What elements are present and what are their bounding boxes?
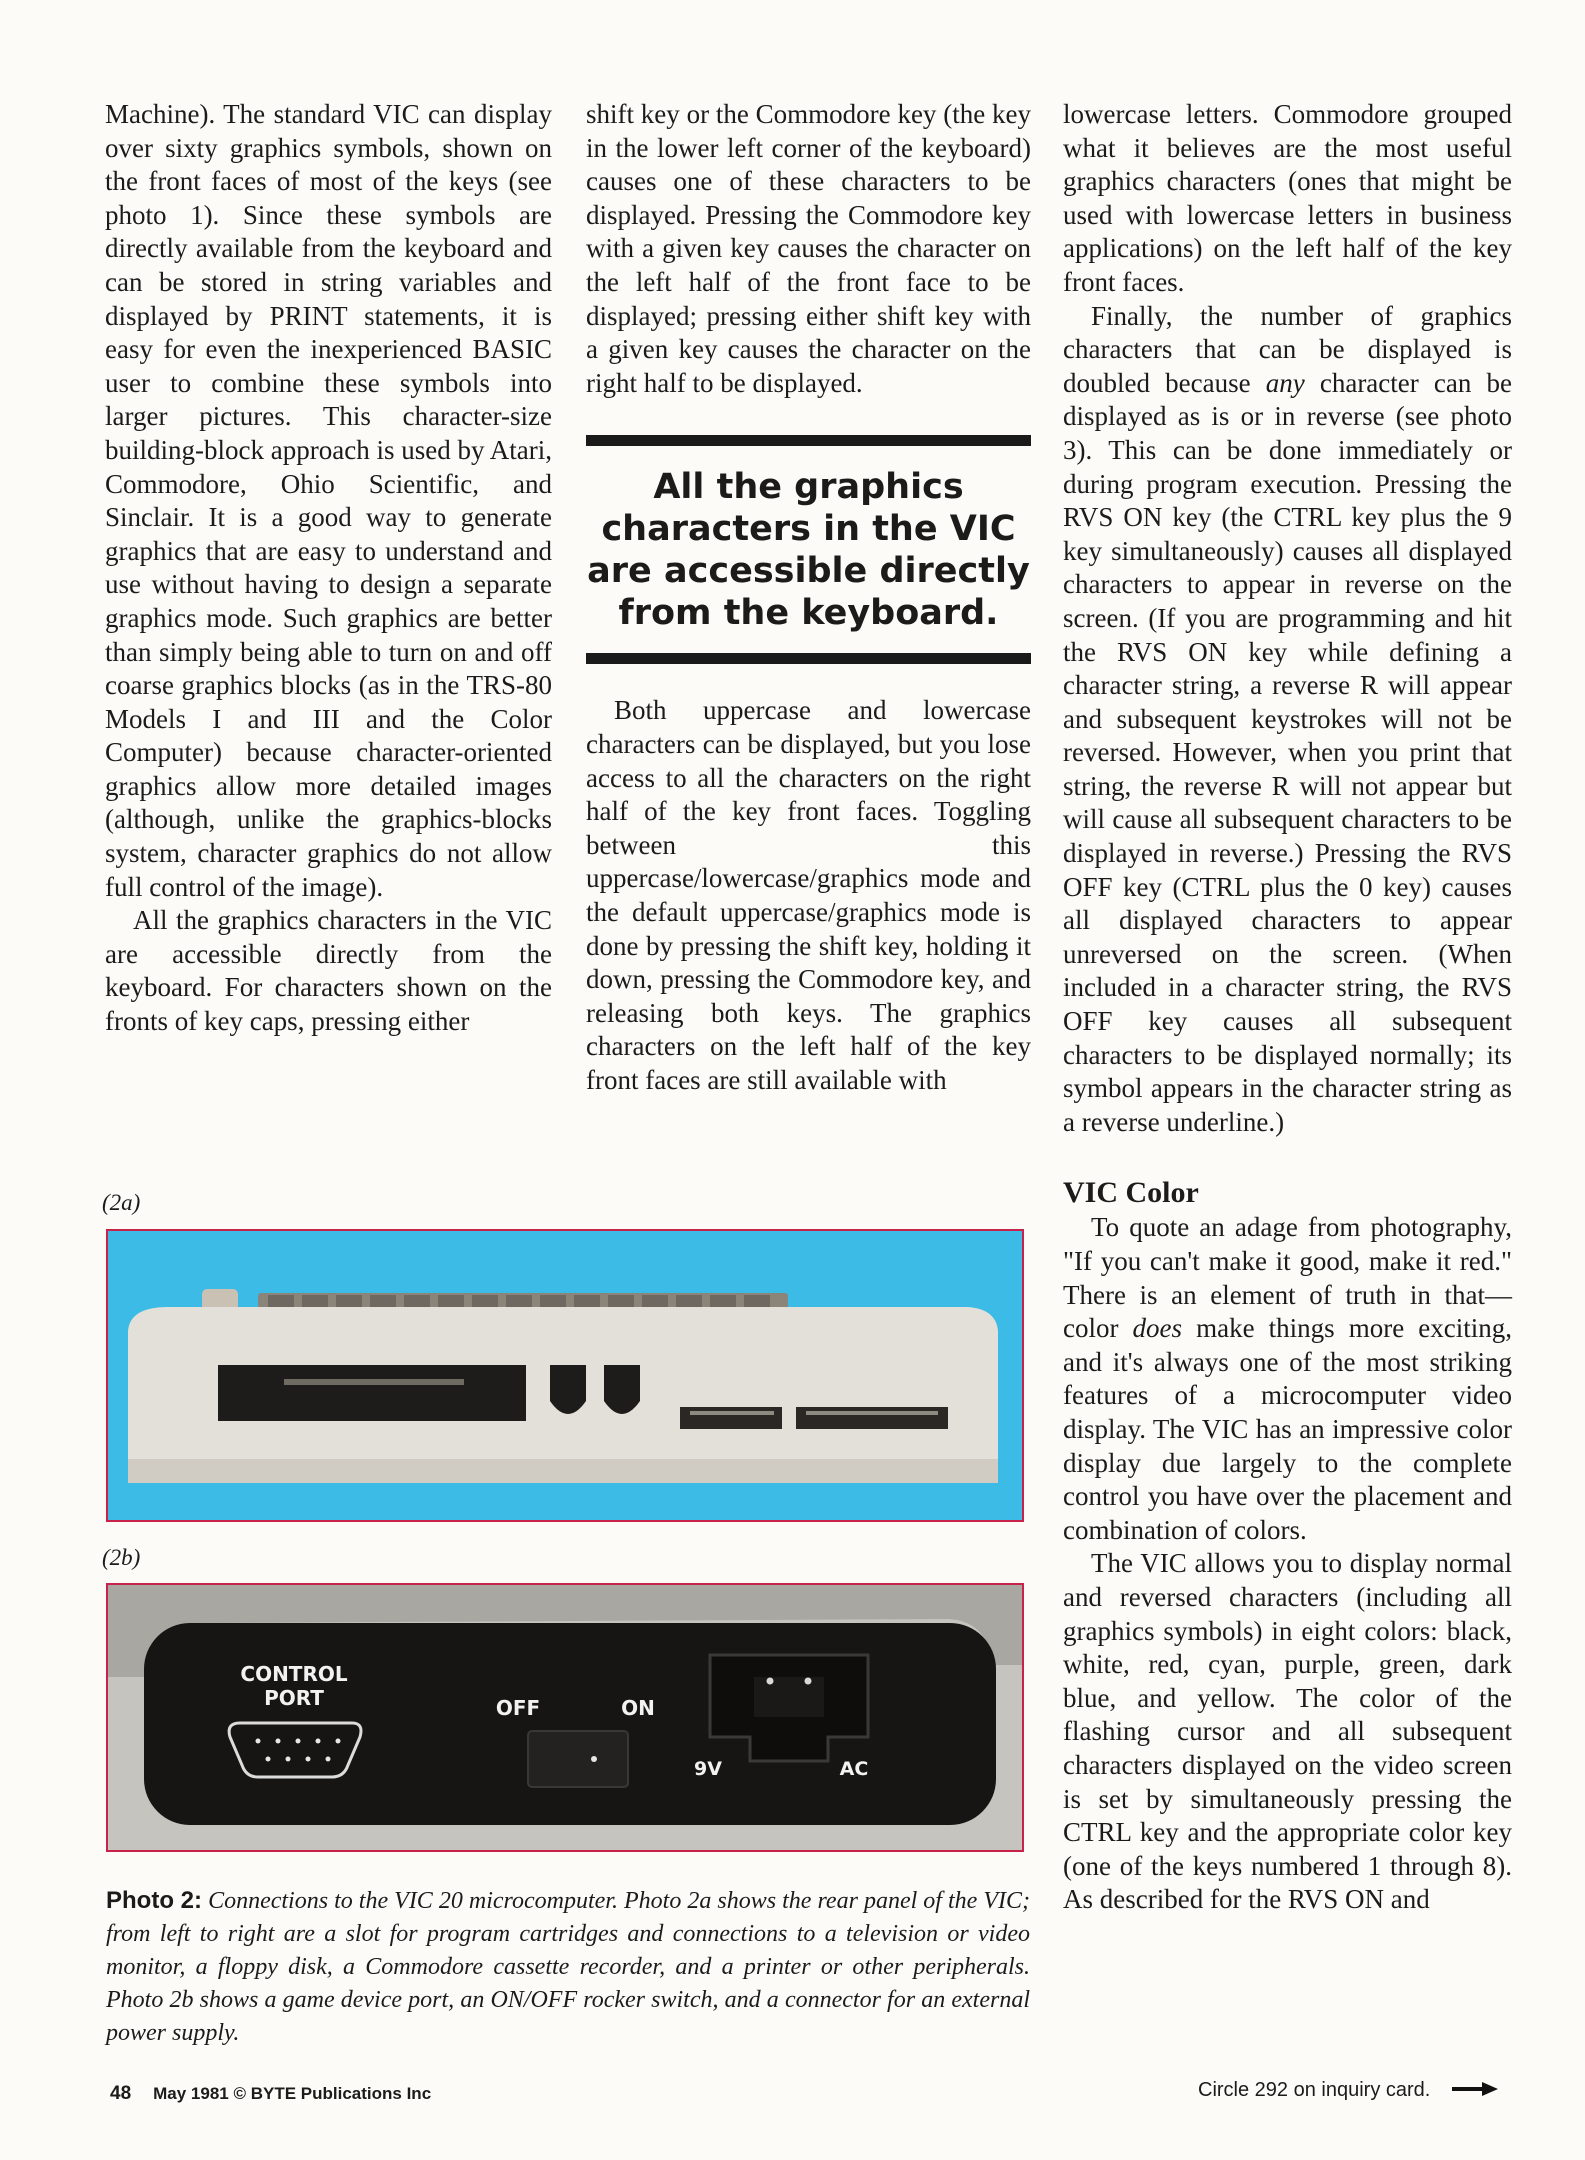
body-paragraph: Finally, the number of graphics characters that can be displayed is doubled because any character can be displayed as is or in reverse (see photo 3). This can be done immediately or during program execution. Pressing the RVS ON key (the CTRL key plus the 9 key simultaneously) causes all displayed characters to appear in reverse on the screen. (If you are programming and hit the RVS ON key while defining a character string, a reverse R will appear and subsequent keystrokes will not be reversed. However, when you print that string, the reverse R will not appear but will cause all subsequent characters to be displayed in reverse.) Pressing the RVS OFF key (CTRL plus the 0 key) causes all displayed characters to appear unreversed on the screen. (When included in a character string, the RVS OFF key causes all subsequent characters to be displayed normally; its symbol appears in the character string as a reverse underline.) [1063,300,1512,1137]
body-paragraph: Both uppercase and lowercase characters can be displayed, but you lose access to all the characters on the right half of the key front faces. Toggling between this uppercase/lowercase/graphics mode and the default uppercase/graphics mode is done by pressing the shift key, holding it down, pressing the Commodore key, and releasing both keys. The graphics characters on the left half of the key front faces are still available with [586,695,1031,1095]
caption-text: Connections to the VIC 20 microcomputer. Photo 2a shows the rear panel of the VIC; from left to right are a slot for program cartridges and connections to a television or video monitor, a floppy disk, a Commodore cassette recorder, and a printer or other peripherals. Photo 2b shows a game device port, an ON/OFF rocker switch, and a connector for an external power supply. [106,1888,1031,2046]
inquiry-text: Circle 292 on inquiry card. [1198,2079,1431,2101]
body-paragraph: Machine). The standard VIC can display over sixty graphics symbols, shown on the front faces of most of the keys (see photo 1). Since these symbols are directly available from the keyboard and can be stored in string variables and displayed by PRINT statements, it is easy for even the inexperienced BASIC user to combine these symbols into larger pictures. This character-size building-block approach is used by Atari, Commodore, Ohio Scientific, and Sinclair. It is a good way to generate graphics that are easy to understand and use without having to design a separate graphics mode. Such graphics are better than simply being able to turn on and off coarse graphics blocks (as in the TRS-80 Models I and III and the Color Computer) because character-oriented graphics allow more detailed images (although, unlike the graphics-blocks system, character graphics do not allow full control of the image). [105,99,552,902]
ac-label: AC [839,1758,869,1780]
control-port-label: CONTROL [240,1662,348,1686]
column-1 [105,98,552,1039]
vic-rear-illustration [108,1231,1022,1520]
column-2 [586,98,1031,1097]
body-paragraph: The VIC allows you to display normal and reversed characters (including all graphics symbols) in eight colors: black, white, red, cyan, purple, green, dark blue, and yellow. The color of the flashing cursor and all subsequent characters displayed on the video screen is set by simultaneously pressing the CTRL key and the appropriate color key (one of the keys numbered 1 through 8). As described for the RVS ON and [1063,1548,1512,1915]
pullquote: All the graphics characters in the VIC are accessible directly from the keyboard. [587,467,1030,634]
photo-2b-side-panel [106,1583,1024,1852]
body-paragraph: All the graphics characters in the VIC are accessible directly from the keyboard. For characters shown on the fronts of key caps, pressing either [105,905,552,1037]
page-footer [110,2083,431,2105]
arrow-right-icon [1452,2079,1498,2102]
section-heading: VIC Color [1063,1176,1199,1210]
off-label: OFF [495,1696,541,1720]
photo-caption [106,1884,1030,2050]
body-paragraph: lowercase letters. Commodore grouped what it believes are the most useful graphics characters (ones that might be used with lowercase letters in business applications) on the left half of the key front faces. [1063,99,1512,297]
9v-label: 9V [694,1758,722,1780]
photo-label-2a: (2a) [102,1190,141,1215]
on-label: ON [621,1696,655,1720]
issue-info: May 1981 © BYTE Publications Inc [153,2084,432,2103]
photo-label-2b: (2b) [102,1545,141,1570]
on-off-switch [528,1731,628,1787]
body-paragraph: To quote an adage from photography, "If you can't make it good, make it red." There is an element of truth in that—color does make things more exciting, and it's always one of the most striking features of a microcomputer video display. The VIC has an impressive color display due largely to the complete control you have over the placement and combination of colors. [1063,1212,1512,1545]
caption-label: Photo 2: [106,1887,203,1914]
page-number: 48 [110,2083,132,2104]
column-3 [1063,98,1512,1917]
inquiry-note [1198,2079,1498,2102]
control-port-label: PORT [264,1686,324,1710]
vic-side-illustration [108,1585,1022,1850]
body-paragraph: shift key or the Commodore key (the key in the lower left corner of the keyboard) causes one of these characters to be displayed. Pressing the Commodore key with a given key causes the character on the left half of the front face to be displayed; pressing either shift key with a given key causes the character on the right half to be displayed. [586,99,1031,398]
pullquote-bottom-rule [586,653,1031,664]
pullquote-top-rule [586,435,1031,446]
photo-2a-rear-panel [106,1229,1024,1522]
